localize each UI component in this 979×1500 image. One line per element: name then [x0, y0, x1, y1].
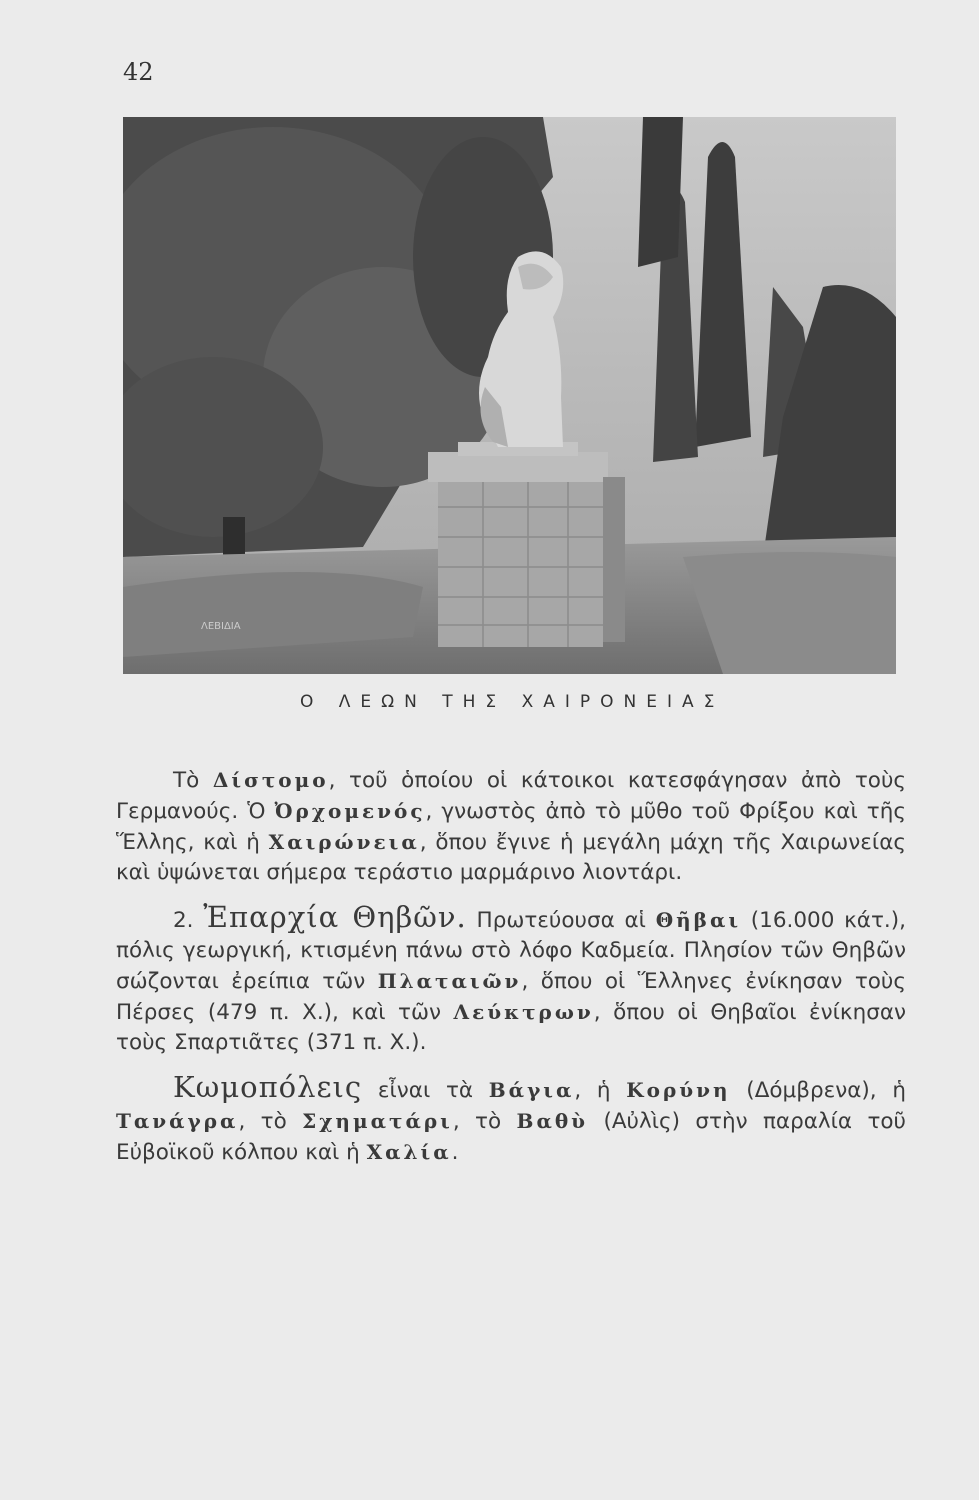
- page-number: 42: [123, 58, 154, 86]
- text-run: Πρωτεύουσα αἱ: [466, 908, 656, 933]
- text-run: , τοῦ ὁποίου οἱ κάτοικοι κατεσφάγησαν ἀπὸ τοὺς Γερμανούς. Ὁ: [116, 768, 906, 824]
- section-number: 2.: [173, 908, 204, 933]
- place-orchomenos: Ὀρχομενός: [274, 799, 426, 823]
- place-vathy: Βαθὺ: [516, 1109, 589, 1133]
- paragraph-distomo: [116, 765, 906, 888]
- place-koryni: Κορύνη: [626, 1078, 731, 1102]
- photo-watermark: ΛΕΒΙΔΙΑ: [201, 621, 241, 632]
- text-run: , τὸ: [452, 1109, 517, 1134]
- text-run: (Αὐλὶς) στὴν παραλία τοῦ Εὐβοϊκοῦ κόλπου καὶ ἡ: [116, 1109, 906, 1165]
- place-chaeronea: Χαιρώνεια: [268, 830, 420, 854]
- place-thebes: Θῆβαι: [655, 908, 742, 932]
- place-schimatari: Σχηματάρι: [302, 1109, 453, 1133]
- text-run: , ὅπου ἔγινε ἡ μεγάλη μάχη τῆς Χαιρωνείας καὶ ὑψώνεται σήμερα τεράστιο μαρμάρινο λιοντάρι.: [116, 830, 906, 885]
- place-distomo: Δίστομο: [212, 768, 329, 792]
- paragraph-towns: [116, 1072, 906, 1168]
- paragraph-thebes: [116, 902, 906, 1058]
- text-run: , ὅπου οἱ Θηβαῖοι ἐνίκησαν τοὺς Σπαρτιᾶτες (371 π. Χ.).: [116, 1000, 907, 1055]
- section-heading-thebes: Ἐπαρχία Θηβῶν.: [203, 900, 467, 934]
- photo-caption: Ο ΛΕΩΝ ΤΗΣ ΧΑΙΡΟΝΕΙΑΣ: [300, 692, 725, 712]
- place-leuctra: Λεύκτρων: [453, 1000, 594, 1024]
- place-plataea: Πλαταιῶν: [377, 969, 522, 993]
- place-tanagra: Τανάγρα: [116, 1109, 239, 1133]
- text-run: (16.000 κάτ.), πόλις γεωργική, κτισμένη πάνω στὸ λόφο Καδμεία. Πλησίον τῶν Θηβῶν σώζονται ἐρείπια τῶν: [116, 908, 906, 994]
- text-run: Τὸ: [173, 768, 213, 793]
- text-run: , ὅπου οἱ Ἕλληνες ἐνίκησαν τοὺς Πέρσες (479 π. Χ.), καὶ τῶν: [116, 969, 906, 1025]
- text-run: εἶναι τὰ: [362, 1078, 489, 1103]
- place-chalia: Χαλία: [366, 1140, 452, 1164]
- text-run: , ἡ: [574, 1078, 627, 1103]
- text-run: , γνωστὸς ἀπὸ τὸ μῦθο τοῦ Φρίξου καὶ τῆς Ἕλλης, καὶ ἡ: [116, 799, 906, 855]
- text-run: , τὸ: [238, 1109, 303, 1134]
- text-run: .: [451, 1140, 459, 1165]
- section-heading-towns: Κωμοπόλεις: [173, 1070, 363, 1104]
- place-vagia: Βάγια: [488, 1078, 575, 1102]
- body-text: [116, 765, 906, 1168]
- lion-of-chaeronea-photo: [123, 117, 896, 674]
- text-run: (Δόμβρενα), ἡ: [730, 1078, 906, 1103]
